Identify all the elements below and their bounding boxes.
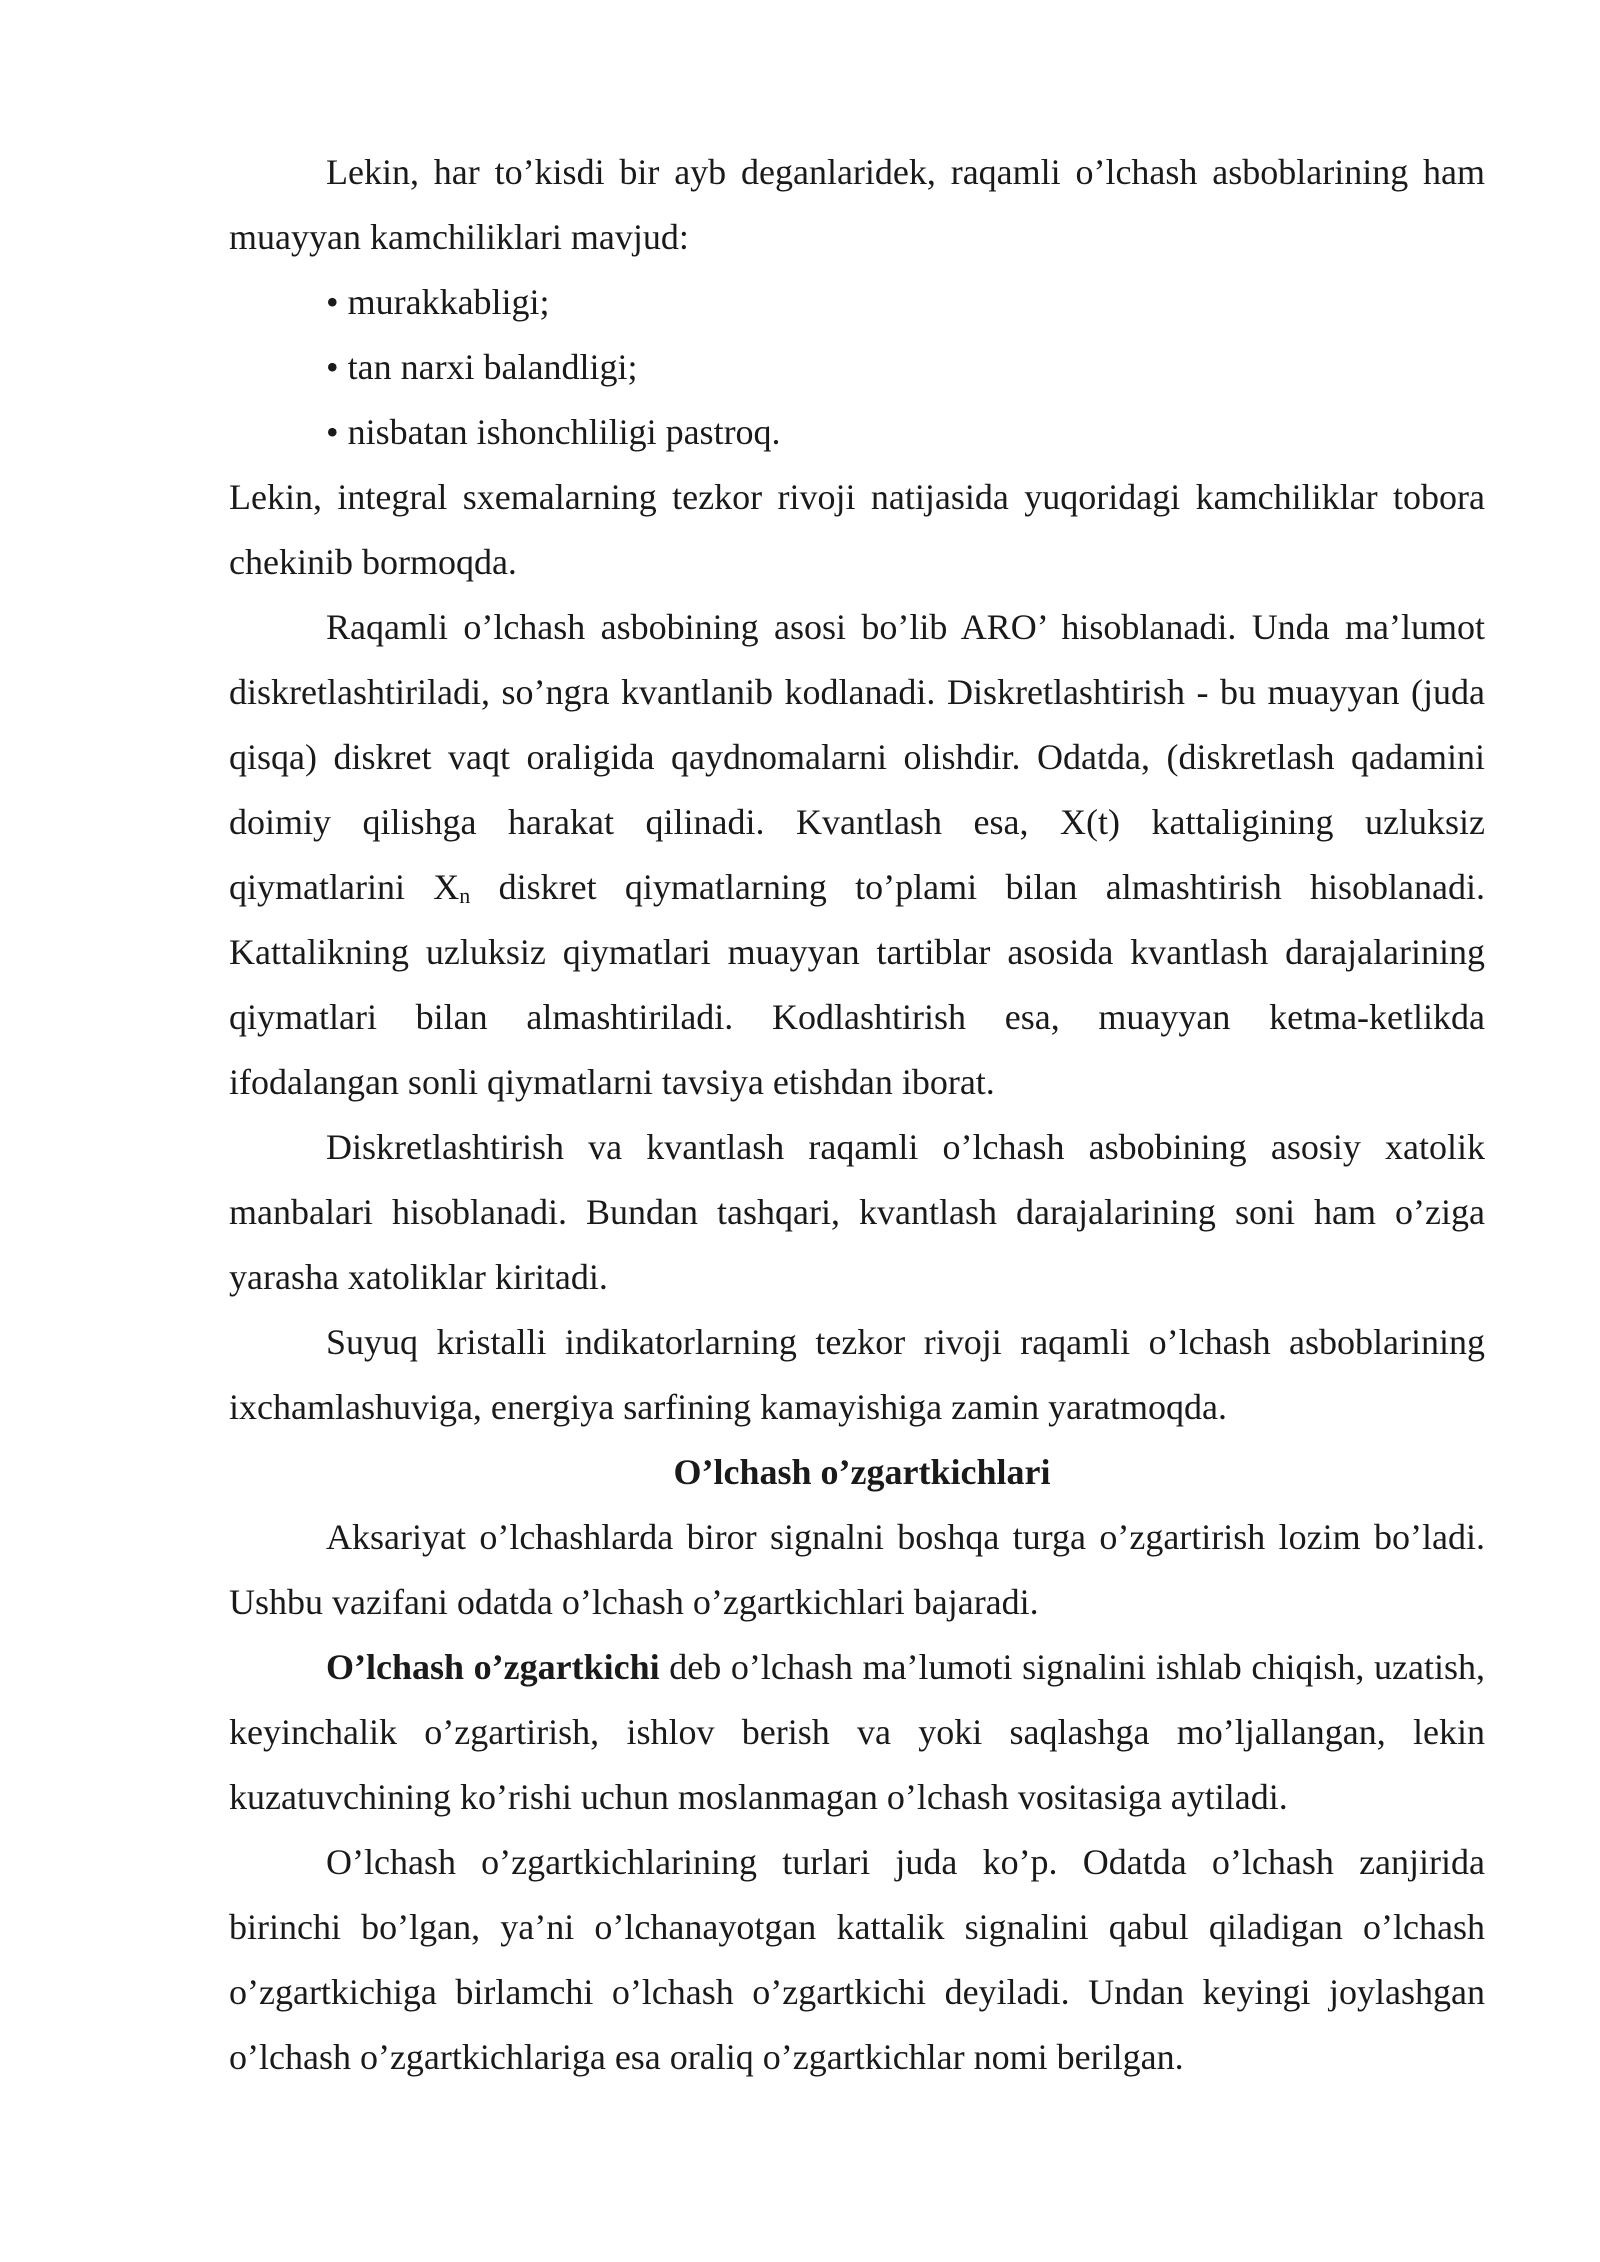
paragraph-conversion: Aksariyat o’lchashlarda biror signalni boshqa turga o’zgartirish lozim bo’ladi. Ushbu vazifani odatda o’lchash o’zgartkichlari bajaradi. <box>229 1517 1485 1622</box>
paragraph-definition <box>229 1635 1485 1830</box>
paragraph-integral: Lekin, integral sxemalarning tezkor rivoji natijasida yuqoridagi kamchiliklar tobora chekinib bormoqda. <box>229 477 1485 582</box>
paragraph-errors: Diskretlashtirish va kvantlash raqamli o’lchash asbobining asosiy xatolik manbalari hisoblanadi. Bundan tashqari, kvantlash darajalarining soni ham o’ziga yarasha xatoliklar kiritadi. <box>229 1127 1485 1297</box>
paragraph-intro: Lekin, har to’kisdi bir ayb deganlaridek, raqamli o’lchash asboblarining ham muayyan kamchiliklari mavjud: <box>229 152 1485 257</box>
bullet-item: • nisbatan ishonchliligi pastroq. <box>326 412 781 452</box>
section-heading: O’lchash o’zgartkichlari <box>673 1452 1051 1492</box>
definition-term: O’lchash o’zgartkichi <box>326 1647 660 1687</box>
definition-text: deb o’lchash ma’lumoti signalini ishlab chiqish, uzatish, keyinchalik o’zgartirish, ishlov berish va yoki saqlashga mo’ljallangan, lekin kuzatuvchining ko’rishi uchun moslanmagan o’lchash vositasiga aytiladi. <box>229 1647 1485 1817</box>
paragraph-lcd: Suyuq kristalli indikatorlarning tezkor rivoji raqamli o’lchash asboblarining ixchamlashuviga, energiya sarfining kamayishiga zamin yaratmoqda. <box>229 1322 1485 1427</box>
paragraph-aro <box>229 595 1485 1115</box>
paragraph-types: O’lchash o’zgartkichlarining turlari juda ko’p. Odatda o’lchash zanjirida birinchi bo’lgan, ya’ni o’lchanayotgan kattalik signalini qabul qiladigan o’lchash o’zgartkichiga birlamchi o’lchash o’zgartkichi deyiladi. Undan keyingi joylashgan o’lchash o’zgartkichlariga esa oraliq o’zgartkichlar nomi berilgan. <box>229 1842 1485 2077</box>
document-page <box>229 140 1485 2090</box>
paragraph-aro-text-1: Raqamli o’lchash asbobining asosi bo’lib ARO’ hisoblanadi. Unda ma’lumot diskretlashtiriladi, so’ngra kvantlanib kodlanadi. Diskretlashtirish - bu muayyan (juda qisqa) diskret vaqt oraligida qaydnomalarni olishdir. Odatda, (diskretlash qadamini doimiy qilishga harakat qilinadi. Kvantlash esa, X(t) kattaligining uzluksiz qiymatlarini X <box>229 607 1485 907</box>
bullet-item: • tan narxi balandligi; <box>326 347 638 387</box>
subscript-n: n <box>459 883 471 908</box>
paragraph-aro-text-2: diskret qiymatlarning to’plami bilan almashtirish hisoblanadi. Kattalikning uzluksiz qiymatlari muayyan tartiblar asosida kvantlash darajalarining qiymatlari bilan almashtiriladi. Kodlashtirish esa, muayyan ketma-ketlikda ifodalangan sonli qiymatlarni tavsiya etishdan iborat. <box>229 867 1485 1102</box>
bullet-item: • murakkabligi; <box>326 282 550 322</box>
